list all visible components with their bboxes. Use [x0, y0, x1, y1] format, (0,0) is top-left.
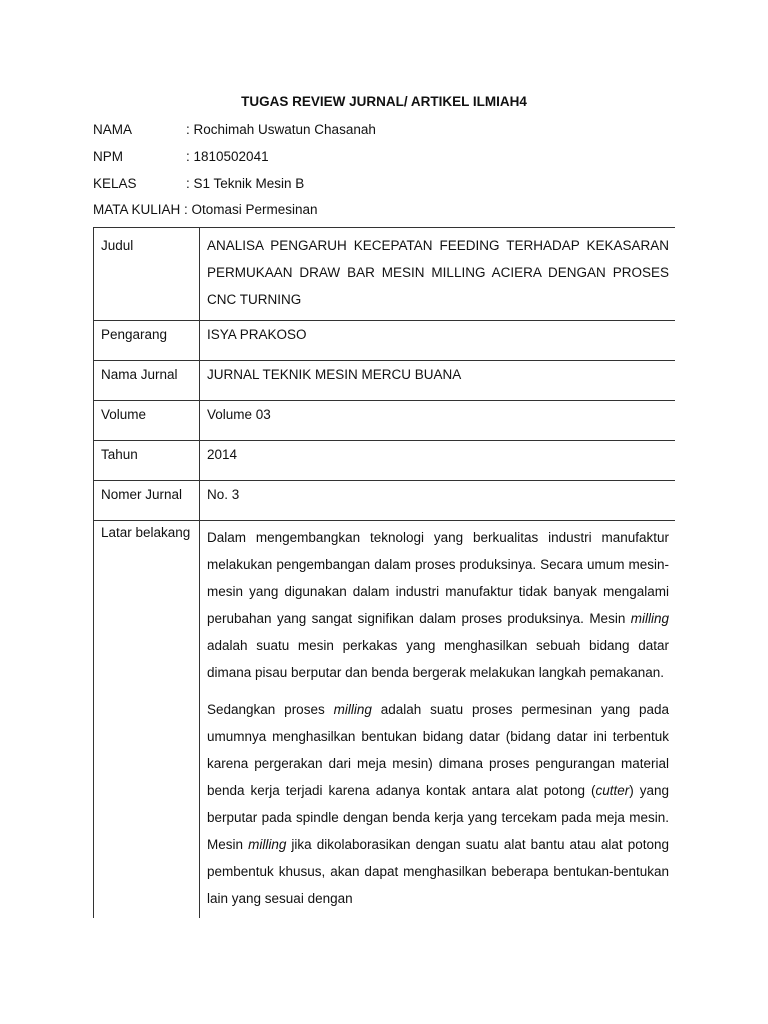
meta-npm: [93, 147, 269, 167]
tahun-value: 2014: [200, 441, 676, 481]
volume-label: Volume: [94, 401, 200, 441]
volume-value: Volume 03: [200, 401, 676, 441]
latar-p2-italic-3: milling: [248, 837, 287, 852]
meta-mata-kuliah: MATA KULIAH : Otomasi Permesinan: [93, 202, 318, 217]
table-row: [94, 401, 676, 441]
nama-jurnal-value: JURNAL TEKNIK MESIN MERCU BUANA: [200, 361, 676, 401]
latar-paragraph-2: [207, 696, 669, 918]
review-table: [93, 227, 675, 918]
pengarang-label: Pengarang: [94, 321, 200, 361]
tahun-label: Tahun: [94, 441, 200, 481]
latar-p1-italic: milling: [630, 611, 669, 626]
meta-kelas-label: KELAS: [93, 176, 137, 191]
nomer-jurnal-label: Nomer Jurnal: [94, 481, 200, 521]
latar-p2-text-d: jika dikolaborasikan dengan suatu alat bantu atau alat potong pembentuk khusus, akan dapat menghasilkan beberapa bentukan-bentukan lain yang sesuai dengan: [207, 837, 669, 906]
document-title: TUGAS REVIEW JURNAL/ ARTIKEL ILMIAH4: [241, 94, 527, 109]
latar-p2-italic-1: milling: [333, 702, 372, 717]
table-row: [94, 228, 676, 321]
latar-belakang-value: [200, 521, 676, 919]
nomer-jurnal-value: No. 3: [200, 481, 676, 521]
meta-npm-label: NPM: [93, 149, 123, 164]
table-row: [94, 481, 676, 521]
latar-paragraph-1: [207, 524, 669, 686]
latar-p2-text-c: ) yang berputar pada spindle dengan benda kerja yang tercekam pada meja mesin. Mesin: [207, 783, 669, 852]
pengarang-value: ISYA PRAKOSO: [200, 321, 676, 361]
meta-npm-value: : 1810502041: [186, 149, 269, 164]
meta-nama-value: : Rochimah Uswatun Chasanah: [186, 122, 376, 137]
meta-kelas-value: : S1 Teknik Mesin B: [186, 176, 305, 191]
latar-p1-text-a: Dalam mengembangkan teknologi yang berkualitas industri manufaktur melakukan pengembangan dalam proses produksinya. Secara umum mesin-mesin yang digunakan dalam industri manufaktur tidak banyak mengalami perubahan yang sangat signifikan dalam proses produksinya. Mesin: [207, 530, 669, 626]
nama-jurnal-label: Nama Jurnal: [94, 361, 200, 401]
latar-p1-text-b: adalah suatu mesin perkakas yang menghasilkan sebuah bidang datar dimana pisau berputar dan benda bergerak melakukan langkah pemakanan.: [207, 638, 669, 680]
table-row: [94, 521, 676, 919]
judul-label: Judul: [94, 228, 200, 321]
latar-belakang-label: Latar belakang: [94, 521, 200, 919]
meta-nama-label: NAMA: [93, 122, 133, 137]
latar-p2-text-b: adalah suatu proses permesinan yang pada umumnya menghasilkan bentukan bidang datar (bidang datar ini terbentuk karena pergerakan dari meja mesin) dimana proses pengurangan material benda kerja terjadi karena adanya kontak antara alat potong (: [207, 702, 669, 798]
meta-kelas: [93, 174, 304, 194]
latar-p2-italic-2: cutter: [595, 783, 630, 798]
table-row: [94, 441, 676, 481]
table-row: [94, 361, 676, 401]
judul-value: ANALISA PENGARUH KECEPATAN FEEDING TERHADAP KEKASARAN PERMUKAAN DRAW BAR MESIN MILLING ACIERA DENGAN PROSES CNC TURNING: [200, 228, 676, 321]
table-row: [94, 321, 676, 361]
meta-nama: [93, 120, 376, 140]
latar-p2-text-a: Sedangkan proses: [207, 702, 334, 717]
